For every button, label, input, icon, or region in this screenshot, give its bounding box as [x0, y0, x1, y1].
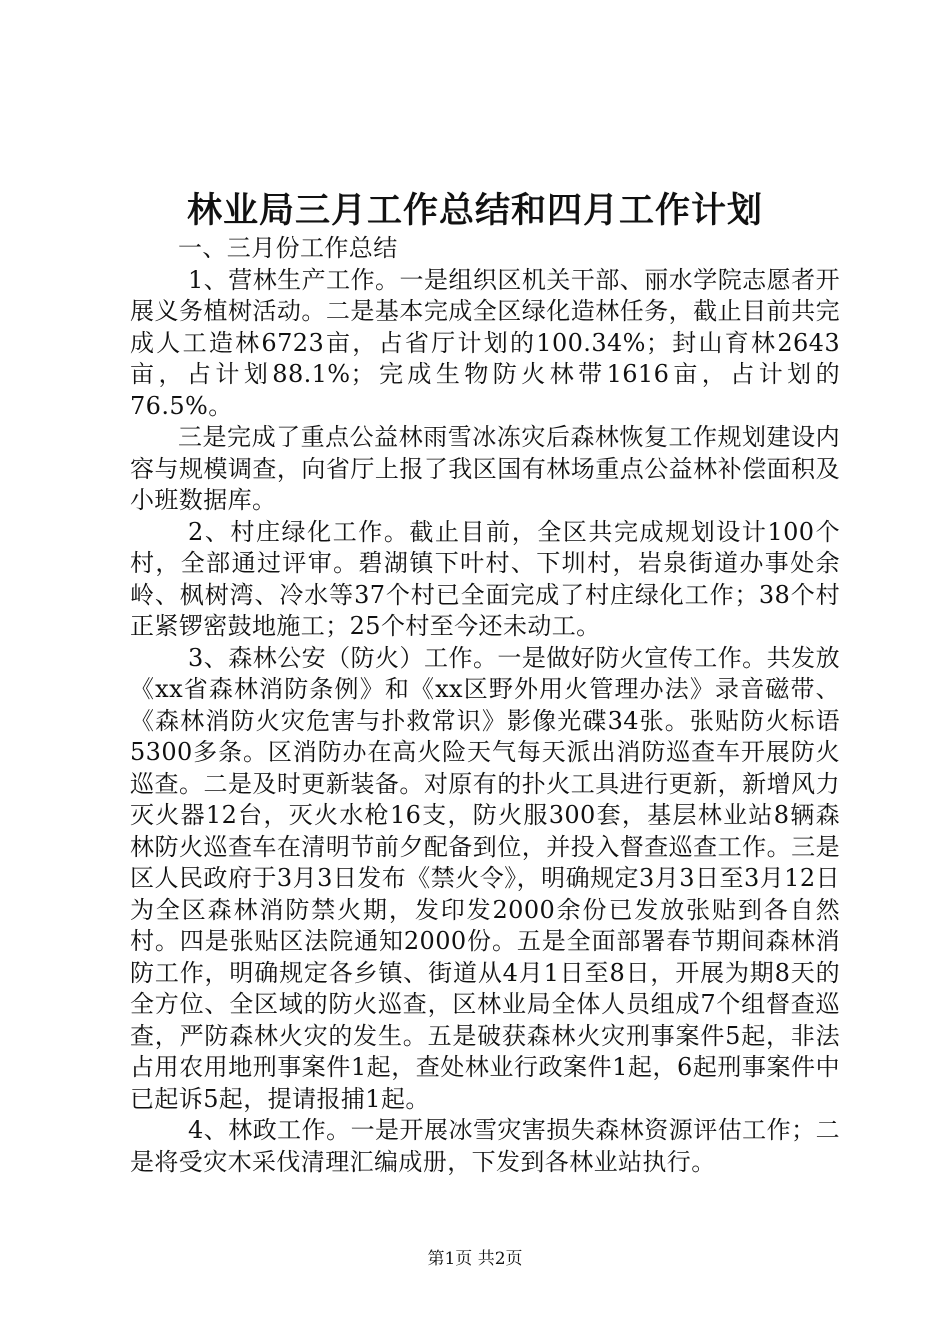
paragraph-fire-prevention: 3、森林公安（防火）工作。一是做好防火宣传工作。共发放《xx省森林消防条例》和《xx区野外用火管理办法》录音磁带、《森林消防火灾危害与扑救常识》影像光碟34张。张贴防火标语5300多条。区消防办在高火险天气每天派出消防巡查车开展防火巡查。二是及时更新装备。对原有的扑火工具进行更新，新增风力灭火器12台，灭火水枪16支，防火服300套，基层林业站8辆森林防火巡查车在清明节前夕配备到位，并投入督查巡查工作。三是区人民政府于3月3日发布《禁火令》，明确规定3月3日至3月12日为全区森林消防禁火期，发印发2000余份已发放张贴到各自然村。四是张贴区法院通知2000份。五是全面部署春节期间森林消防工作，明确规定各乡镇、街道从4月1日至8日，开展为期8天的全方位、全区域的防火巡查，区林业局全体人员组成7个组督查巡查，严防森林火灾的发生。五是破获森林火灾刑事案件5起，非法占用农用地刑事案件1起，查处林业行政案件1起，6起刑事案件中已起诉5起，提请报捕1起。 [130, 643, 840, 1113]
document-body [130, 233, 840, 1178]
paragraph-public-forest: 三是完成了重点公益林雨雪冰冻灾后森林恢复工作规划建设内容与规模调查，向省厅上报了我区国有林场重点公益林补偿面积及小班数据库。 [130, 423, 840, 514]
paragraph-forest-administration: 4、林政工作。一是开展冰雪灾害损失森林资源评估工作；二是将受灾木采伐清理汇编成册，下发到各林业站执行。 [130, 1116, 840, 1176]
document-title: 林业局三月工作总结和四月工作计划 [186, 190, 763, 231]
page-footer: 第1页 共2页 [427, 1249, 523, 1269]
paragraph-village-greening: 2、村庄绿化工作。截止目前，全区共完成规划设计100个村，全部通过评审。碧湖镇下叶村、下圳村，岩泉街道办事处余岭、枫树湾、冷水等37个村已全面完成了村庄绿化工作；38个村正紧锣密鼓地施工；25个村至今还未动工。 [130, 517, 840, 640]
paragraph-afforestation: 1、营林生产工作。一是组织区机关干部、丽水学院志愿者开展义务植树活动。二是基本完成全区绿化造林任务，截止目前共完成人工造林6723亩，占省厅计划的100.34%；封山育林2643亩，占计划88.1%；完成生物防火林带1616亩，占计划的76.5%。 [130, 265, 840, 420]
section-heading: 一、三月份工作总结 [178, 234, 398, 262]
